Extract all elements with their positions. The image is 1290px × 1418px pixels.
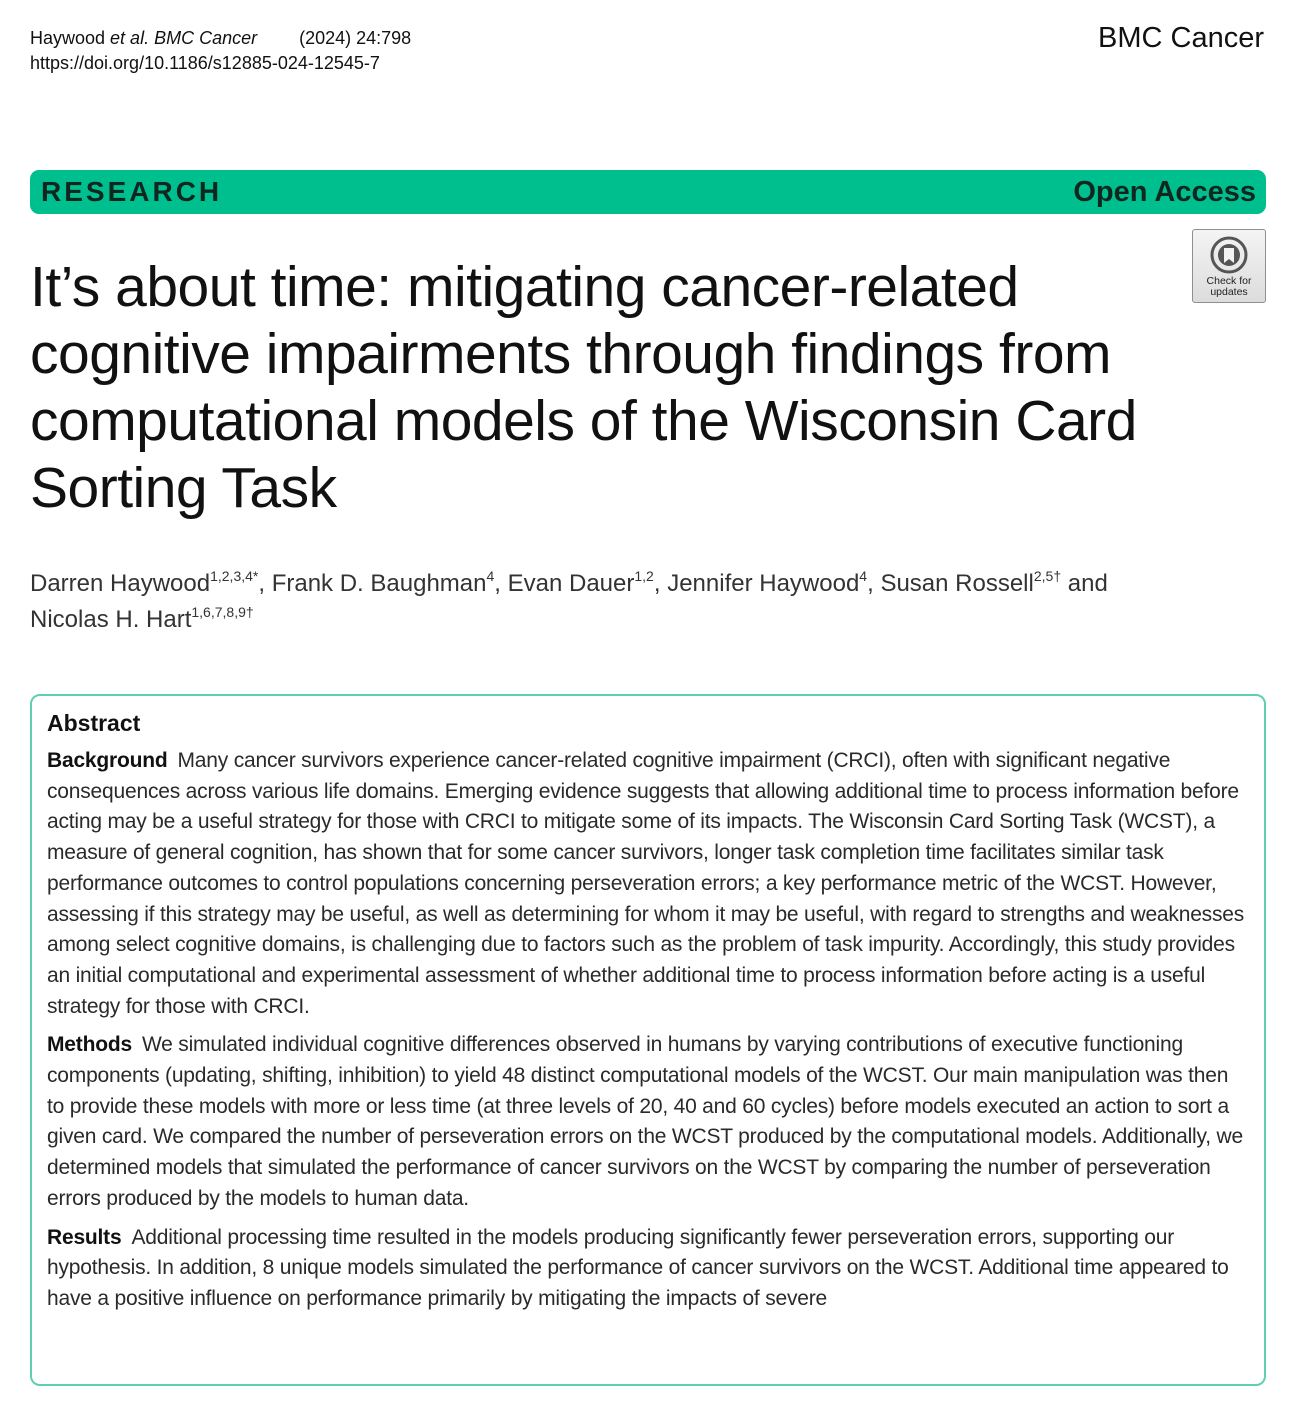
journal-name: BMC Cancer: [1098, 22, 1264, 54]
doi-link[interactable]: https://doi.org/10.1186/s12885-024-12545-7: [30, 53, 380, 73]
author-separator: and: [1061, 570, 1108, 597]
bookmark-icon: [1210, 236, 1248, 274]
article-title: It’s about time: mitigating cancer-related cognitive impairments through findings from computational models of the Wisconsin Card Sorting Task: [30, 255, 1137, 520]
citation-line: [30, 26, 411, 51]
author-affiliation-sup: 2,5†: [1033, 568, 1062, 584]
abstract-section-heading: Results: [47, 1225, 122, 1249]
author-affiliation-sup: 4: [859, 568, 868, 584]
author-name[interactable]: Darren Haywood: [30, 570, 211, 597]
abstract-sections: [47, 746, 1250, 1315]
abstract-section-text: Additional processing time resulted in the models producing significantly fewer perseveration errors, supporting our hypothesis. In addition, 8 unique models simulated the performance of cancer survivors on the WCST. Additional time appeared to have a positive influence on performance primarily by mitigating the impacts of severe: [47, 1225, 1229, 1310]
abstract-section-heading: Background: [47, 749, 168, 772]
abstract-section-heading: Methods: [47, 1033, 132, 1057]
citation-authors: [30, 28, 257, 48]
author-name[interactable]: Jennifer Haywood: [667, 570, 860, 597]
citation-year-volume: (2024) 24:798: [299, 28, 412, 48]
author-list: [30, 566, 1210, 638]
abstract-section-text: Many cancer survivors experience cancer-related cognitive impairment (CRCI), often with significant negative consequences across various life domains. Emerging evidence suggests that allowing additional time to process information before acting may be a useful strategy for those with CRCI to mitigate some of its impacts. The Wisconsin Card Sorting Task (WCST), a measure of general cognition, has shown that for some cancer survivors, longer task completion time facilitates similar task performance outcomes to control populations concerning perseveration errors; a key performance metric of the WCST. However, assessing if this strategy may be useful, as well as determining for whom it may be useful, with regard to strengths and weaknesses among select cognitive domains, is challenging due to factors such as the problem of task impurity. Accordingly, this study provides an initial computational and experimental assessment of whether additional time to process information before acting is a useful strategy for those with CRCI.: [47, 749, 1245, 1018]
abstract-section-results: [47, 1223, 1250, 1315]
check-for-updates-button[interactable]: [1192, 229, 1266, 303]
author-name[interactable]: Evan Dauer: [507, 570, 635, 597]
abstract-section-background: [47, 746, 1250, 1022]
author-separator: ,: [653, 570, 668, 597]
abstract-heading: Abstract: [47, 710, 141, 736]
author-name[interactable]: Frank D. Baughman: [271, 570, 487, 597]
abstract-section-text: We simulated individual cognitive differences observed in humans by varying contributions of executive functioning components (updating, shifting, inhibition) to yield 48 distinct computational models of the WCST. Our main manipulation was then to provide these models with more or less time (at three levels of 20, 40 and 60 cycles) before models executed an action to sort a given card. We compared the number of perseveration errors on the WCST produced by the computational models. Additionally, we determined models that simulated the performance of cancer survivors on the WCST by comparing the number of perseveration errors produced by the models to human data.: [47, 1033, 1243, 1210]
author-name[interactable]: Nicolas H. Hart: [30, 606, 192, 633]
author-separator: ,: [494, 570, 508, 597]
author-separator: ,: [867, 570, 881, 597]
author-affiliation-sup: 1,6,7,8,9†: [191, 604, 254, 620]
author-affiliation-sup: 4: [486, 568, 495, 584]
check-for-updates-line2: updates: [1210, 286, 1248, 298]
article-type-banner: [30, 170, 1266, 214]
author-name[interactable]: Susan Rossell: [880, 570, 1034, 597]
citation-journal-italic: et al. BMC Cancer: [105, 28, 258, 48]
author-separator: ,: [258, 570, 272, 597]
author-affiliation-sup: 1,2,3,4*: [210, 568, 259, 584]
check-for-updates-line1: Check for: [1206, 275, 1252, 287]
check-for-updates-label: [1207, 276, 1252, 298]
article-type-label: RESEARCH: [41, 176, 223, 207]
citation-author-name: Haywood: [30, 28, 106, 48]
abstract-section-methods: [47, 1030, 1250, 1214]
citation-block: [30, 26, 411, 76]
abstract-box: [30, 694, 1266, 1386]
author-affiliation-sup: 1,2: [634, 568, 654, 584]
open-access-label: Open Access: [1073, 175, 1256, 208]
